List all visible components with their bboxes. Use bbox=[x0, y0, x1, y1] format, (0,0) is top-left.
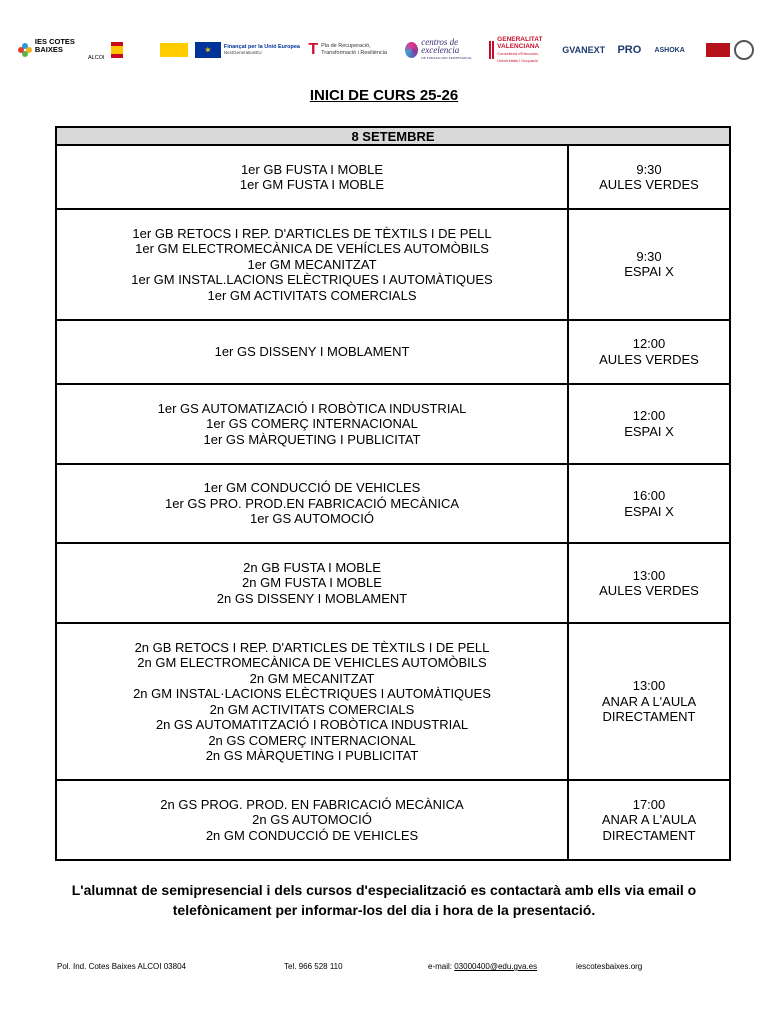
pro-logo: PRO bbox=[617, 44, 642, 56]
schedule-table bbox=[55, 126, 731, 861]
course-list: 2n GS PROG. PROD. EN FABRICACIÓ MECÀNICA 2n GS AUTOMOCIÓ 2n GM CONDUCCIÓ DE VEHICLES bbox=[56, 780, 568, 860]
ies-cotes-baixes-logo: IES COTES BAIXES ALCOI bbox=[18, 38, 105, 62]
ministry-band bbox=[160, 43, 188, 57]
eu-nextgeneration-logo: ✶ Finançat per la Unió Europea NextGenerationEU bbox=[195, 38, 302, 62]
spain-flag-icon bbox=[111, 42, 123, 58]
time-place: 13:00 AULES VERDES bbox=[568, 543, 730, 623]
course-list: 1er GM CONDUCCIÓ DE VEHICLES 1er GS PRO. PROD.EN FABRICACIÓ MECÀNICA 1er GS AUTOMOCIÓ bbox=[56, 464, 568, 543]
course-list: 2n GB FUSTA I MOBLE 2n GM FUSTA I MOBLE 2n GS DISSENY I MOBLAMENT bbox=[56, 543, 568, 623]
course-list: 1er GB RETOCS I REP. D'ARTICLES DE TÈXTILS I DE PELL 1er GM ELECTROMECÀNICA DE VEHÍCLES AUTOMÒBILS 1er GM MECANITZAT 1er GM INSTAL.LACIONS ELÈCTRIQUES I AUTOMÀTIQUES 1er GM ACTIVITATS COMERCIALS bbox=[56, 209, 568, 319]
semipresencial-note: L'alumnat de semipresencial i dels cursos d'especialització es contactarà amb ells via email o telefònicament per informar-los del dia i hora de la presentació. bbox=[71, 882, 697, 918]
time-place: 12:00 AULES VERDES bbox=[568, 320, 730, 384]
table-row bbox=[56, 209, 730, 319]
schedule-date: 8 SETEMBRE bbox=[56, 127, 730, 145]
course-list: 2n GB RETOCS I REP. D'ARTICLES DE TÈXTILS I DE PELL 2n GM ELECTROMECÀNICA DE VEHICLES AUTOMÒBILS 2n GM MECANITZAT 2n GM INSTAL·LACIONS ELÈCTRIQUES I AUTOMÀTIQUES 2n GM ACTIVITATS COMERCIALS 2n GS AUTOMATITZACIÓ I ROBÒTICA INDUSTRIAL 2n GS COMERÇ INTERNACIONAL 2n GS MÀRQUETING I PUBLICITAT bbox=[56, 623, 568, 779]
page-title: INICI DE CURS 25-26 bbox=[309, 87, 459, 104]
schedule-header-row bbox=[56, 127, 730, 145]
table-row bbox=[56, 145, 730, 209]
gvanext-logo: GVANEXT bbox=[562, 45, 606, 55]
cdx-mark-icon bbox=[405, 42, 418, 58]
time-place: 13:00 ANAR A L'AULA DIRECTAMENT bbox=[568, 623, 730, 779]
cert-seal-icon bbox=[734, 40, 754, 60]
header-logos bbox=[18, 38, 760, 62]
certification-logo bbox=[706, 38, 754, 62]
gobierno-espana-logo bbox=[111, 38, 189, 62]
eu-flag-icon: ✶ bbox=[195, 42, 221, 58]
ashoka-logo: ASHOKA bbox=[654, 46, 685, 54]
generalitat-valenciana-logo: GENERALITAT VALENCIANA Conselleria d'Educació, Universitats i Ocupació bbox=[489, 38, 556, 62]
footer-address: Pol. Ind. Cotes Baixes ALCOI 03804 bbox=[57, 962, 186, 971]
table-row bbox=[56, 320, 730, 384]
table-row bbox=[56, 780, 730, 860]
email-link[interactable]: 03000400@edu.gva.es bbox=[454, 962, 538, 971]
ies-mark-icon bbox=[18, 43, 32, 57]
time-place: 9:30 AULES VERDES bbox=[568, 145, 730, 209]
course-list: 1er GS DISSENY I MOBLAMENT bbox=[56, 320, 568, 384]
website-link[interactable]: iescotesbaixes.org bbox=[576, 962, 643, 971]
centros-excelencia-logo: centros de excelencia DE FORMACIÓN PROFESIONAL bbox=[405, 38, 482, 62]
prtr-mark-icon: T bbox=[308, 41, 319, 58]
time-place: 12:00 ESPAI X bbox=[568, 384, 730, 464]
time-place: 17:00 ANAR A L'AULA DIRECTAMENT bbox=[568, 780, 730, 860]
footer-phone: Tel. 966 528 110 bbox=[284, 962, 343, 971]
table-row bbox=[56, 623, 730, 779]
time-place: 9:30 ESPAI X bbox=[568, 209, 730, 319]
course-list: 1er GS AUTOMATIZACIÓ I ROBÒTICA INDUSTRIAL 1er GS COMERÇ INTERNACIONAL 1er GS MÀRQUETING I PUBLICITAT bbox=[56, 384, 568, 464]
footer-email: e-mail: 03000400@edu.gva.es bbox=[428, 962, 538, 971]
table-row bbox=[56, 464, 730, 543]
course-list: 1er GB FUSTA I MOBLE 1er GM FUSTA I MOBLE bbox=[56, 145, 568, 209]
table-row bbox=[56, 384, 730, 464]
prtr-logo: T Pla de Recuperació, Transformació i Resiliència bbox=[308, 41, 387, 58]
gva-mark-icon bbox=[489, 41, 494, 59]
time-place: 16:00 ESPAI X bbox=[568, 464, 730, 543]
cert-badge-icon bbox=[706, 43, 730, 57]
table-row bbox=[56, 543, 730, 623]
